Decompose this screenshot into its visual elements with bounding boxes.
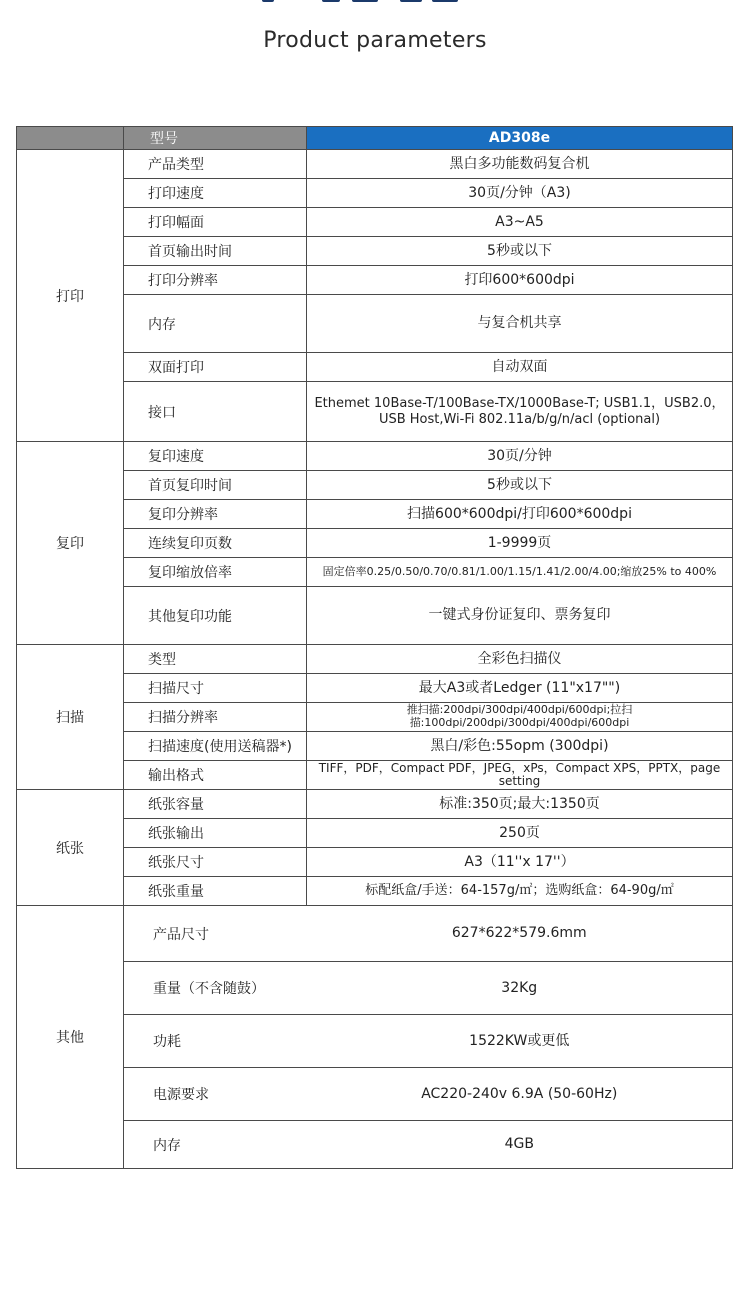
table-row xyxy=(17,587,733,645)
row-label: 纸张容量 xyxy=(124,790,307,819)
table-row xyxy=(17,382,733,442)
table-row xyxy=(17,208,733,237)
table-row xyxy=(17,645,733,674)
row-value: A3~A5 xyxy=(307,208,733,237)
table-row xyxy=(17,558,733,587)
row-value: 一键式身份证复印、票务复印 xyxy=(307,587,733,645)
table-row xyxy=(17,906,733,962)
row-label: 输出格式 xyxy=(124,761,307,790)
table-row xyxy=(17,442,733,471)
row-value: 30页/分钟（A3) xyxy=(307,179,733,208)
row-label: 内存 xyxy=(124,1121,307,1169)
row-value: 标准:350页;最大:1350页 xyxy=(307,790,733,819)
row-label: 扫描分辨率 xyxy=(124,703,307,732)
category-other: 其他 xyxy=(17,906,124,1169)
row-value: 5秒或以下 xyxy=(307,471,733,500)
cropped-title-fragment xyxy=(0,0,750,8)
table-row xyxy=(17,703,733,732)
row-label: 首页输出时间 xyxy=(124,237,307,266)
row-value: Ethemet 10Base-T/100Base-TX/1000Base-T; USB1.1，USB2.0，USB Host,Wi-Fi 802.11a/b/g/n/acl (optional) xyxy=(307,382,733,442)
page-subtitle: Product parameters xyxy=(263,28,487,53)
table-row xyxy=(17,179,733,208)
row-label: 纸张尺寸 xyxy=(124,848,307,877)
table-row xyxy=(17,1121,733,1169)
row-label: 打印分辨率 xyxy=(124,266,307,295)
row-label: 连续复印页数 xyxy=(124,529,307,558)
row-label: 功耗 xyxy=(124,1015,307,1068)
row-label: 打印幅面 xyxy=(124,208,307,237)
table-row xyxy=(17,962,733,1015)
table-row xyxy=(17,529,733,558)
row-label: 接口 xyxy=(124,382,307,442)
row-value: 与复合机共享 xyxy=(307,295,733,353)
row-label: 产品类型 xyxy=(124,150,307,179)
row-label: 内存 xyxy=(124,295,307,353)
header-model-value: AD308e xyxy=(307,127,733,150)
table-row xyxy=(17,150,733,179)
row-label: 纸张重量 xyxy=(124,877,307,906)
row-label: 双面打印 xyxy=(124,353,307,382)
row-label: 扫描速度(使用送稿器*) xyxy=(124,732,307,761)
category-paper: 纸张 xyxy=(17,790,124,906)
category-scan: 扫描 xyxy=(17,645,124,790)
row-label: 电源要求 xyxy=(124,1068,307,1121)
row-label: 产品尺寸 xyxy=(124,906,307,962)
category-copy: 复印 xyxy=(17,442,124,645)
table-row xyxy=(17,761,733,790)
row-value: A3（11''x 17''） xyxy=(307,848,733,877)
row-label: 其他复印功能 xyxy=(124,587,307,645)
row-value: AC220-240v 6.9A (50-60Hz) xyxy=(307,1068,733,1121)
product-parameters-table xyxy=(16,126,733,1169)
table-row xyxy=(17,471,733,500)
row-label: 打印速度 xyxy=(124,179,307,208)
row-value: 自动双面 xyxy=(307,353,733,382)
row-value: 627*622*579.6mm xyxy=(307,906,733,962)
row-label: 纸张输出 xyxy=(124,819,307,848)
row-value: 最大A3或者Ledger (11"x17"") xyxy=(307,674,733,703)
row-value: 黑白/彩色:55opm (300dpi) xyxy=(307,732,733,761)
table-row xyxy=(17,237,733,266)
table-row xyxy=(17,266,733,295)
table-row xyxy=(17,732,733,761)
row-value: 黑白多功能数码复合机 xyxy=(307,150,733,179)
row-value: 标配纸盒/手送：64-157g/㎡；选购纸盒：64-90g/㎡ xyxy=(307,877,733,906)
row-value: 250页 xyxy=(307,819,733,848)
row-value: 32Kg xyxy=(307,962,733,1015)
table-row xyxy=(17,500,733,529)
table-header-row xyxy=(17,127,733,150)
table-row xyxy=(17,353,733,382)
table-row xyxy=(17,790,733,819)
row-value: TIFF，PDF，Compact PDF，JPEG，xPs，Compact XPS，PPTX，page setting xyxy=(307,761,733,790)
row-value: 1-9999页 xyxy=(307,529,733,558)
row-label: 复印速度 xyxy=(124,442,307,471)
row-label: 复印分辨率 xyxy=(124,500,307,529)
table-row xyxy=(17,295,733,353)
row-label: 扫描尺寸 xyxy=(124,674,307,703)
row-value: 固定倍率0.25/0.50/0.70/0.81/1.00/1.15/1.41/2.00/4.00;缩放25% to 400% xyxy=(307,558,733,587)
row-label: 复印缩放倍率 xyxy=(124,558,307,587)
row-value: 全彩色扫描仪 xyxy=(307,645,733,674)
row-label: 首页复印时间 xyxy=(124,471,307,500)
row-value: 1522KW或更低 xyxy=(307,1015,733,1068)
table-row xyxy=(17,877,733,906)
table-row xyxy=(17,1015,733,1068)
table-row xyxy=(17,1068,733,1121)
header-blank-cell xyxy=(17,127,124,150)
row-label: 类型 xyxy=(124,645,307,674)
table-row xyxy=(17,819,733,848)
row-value: 扫描600*600dpi/打印600*600dpi xyxy=(307,500,733,529)
table-row xyxy=(17,674,733,703)
category-print: 打印 xyxy=(17,150,124,442)
header-model-label: 型号 xyxy=(124,127,307,150)
row-value: 打印600*600dpi xyxy=(307,266,733,295)
row-value: 5秒或以下 xyxy=(307,237,733,266)
row-label: 重量（不含随鼓） xyxy=(124,962,307,1015)
table-row xyxy=(17,848,733,877)
row-value: 4GB xyxy=(307,1121,733,1169)
row-value: 推扫描:200dpi/300dpi/400dpi/600dpi;拉扫描:100dpi/200dpi/300dpi/400dpi/600dpi xyxy=(307,703,733,732)
row-value: 30页/分钟 xyxy=(307,442,733,471)
